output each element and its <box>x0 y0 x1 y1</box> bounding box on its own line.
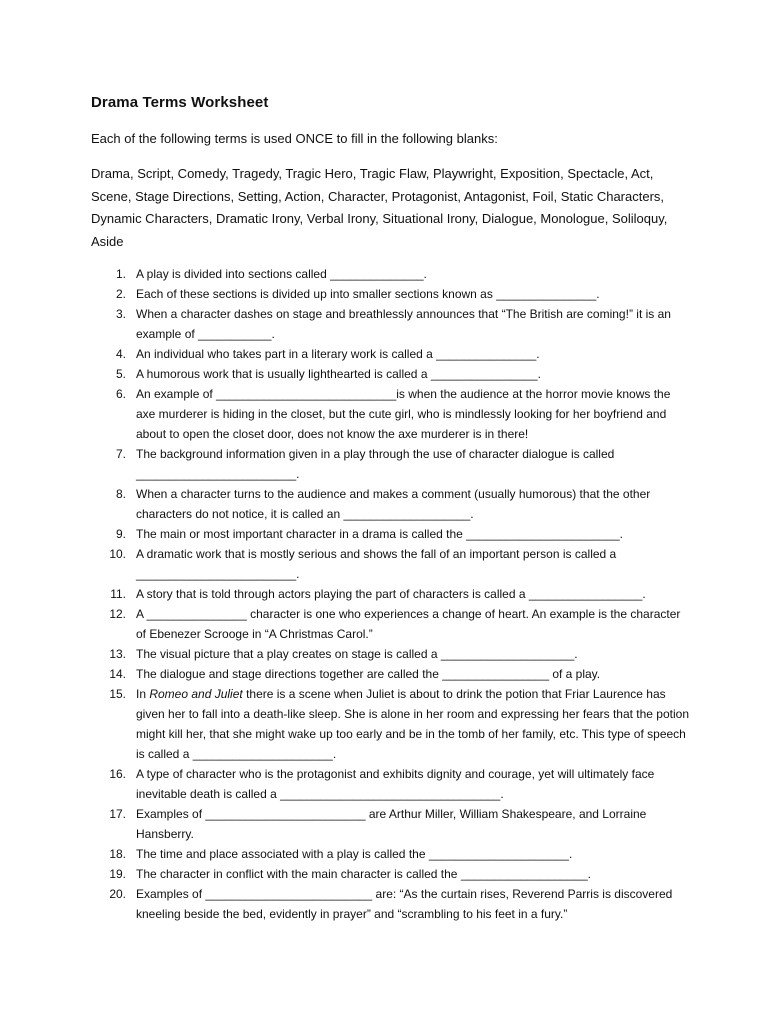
question-text: When a character turns to the audience and makes a comment (usually humorous) that the other characters do not notice, it is called an ___________________. <box>136 487 651 521</box>
question-number: 20. <box>109 887 126 901</box>
question-item <box>91 524 691 544</box>
term-list: Drama, Script, Comedy, Tragedy, Tragic Hero, Tragic Flaw, Playwright, Exposition, Spectacle, Act, Scene, Stage Directions, Setting, Action, Character, Protagonist, Antagonist, Foil, Static Characters, Dynamic Characters, Dramatic Irony, Verbal Irony, Situational Irony, Dialogue, Monologue, Soliloquy, Aside <box>91 166 668 249</box>
question-text: The background information given in a play through the use of character dialogue is called ________________________. <box>136 447 615 481</box>
question-number: 15. <box>109 687 126 701</box>
question-text <box>136 684 691 764</box>
question-number: 3. <box>115 307 126 321</box>
question-number: 4. <box>115 347 126 361</box>
question-text: An individual who takes part in a literary work is called a _______________. <box>136 347 540 361</box>
question-text: A story that is told through actors playing the part of characters is called a _________________. <box>136 587 646 601</box>
question-number: 16. <box>109 767 126 781</box>
question-number: 7. <box>115 447 126 461</box>
question-item <box>91 864 691 884</box>
question-text: The main or most important character in a drama is called the _______________________. <box>136 527 623 541</box>
question-text: When a character dashes on stage and breathlessly announces that “The British are coming!” it is an example of ___________. <box>136 307 671 341</box>
question-item <box>91 804 691 844</box>
question-text: A dramatic work that is mostly serious and shows the fall of an important person is called a ________________________. <box>136 547 617 581</box>
question-text: A type of character who is the protagonist and exhibits dignity and courage, yet will ultimately face inevitable death is called a _________________________________. <box>136 767 655 801</box>
question-text: An example of ___________________________is when the audience at the horror movie knows the axe murderer is hiding in the closet, but the cute girl, who is mindlessly looking for her boyfriend and about to open the closet door, does not know the axe murderer is in there! <box>136 387 671 441</box>
question-text: The dialogue and stage directions together are called the ________________ of a play. <box>136 667 601 681</box>
question-item <box>91 264 691 284</box>
question-number: 10. <box>109 547 126 561</box>
question-item <box>91 544 691 584</box>
question-number: 8. <box>115 487 126 501</box>
question-item <box>91 304 691 344</box>
question-text: Examples of _________________________ are: “As the curtain rises, Reverend Parris is discovered kneeling beside the bed, evidently in prayer” and “scrambling to his feet in a fury.” <box>136 887 673 921</box>
question-text: A play is divided into sections called ______________. <box>136 267 427 281</box>
question-number: 13. <box>109 647 126 661</box>
instructions-text: Each of the following terms is used ONCE to fill in the following blanks: <box>91 131 498 146</box>
question-item <box>91 384 691 444</box>
question-number: 1. <box>115 267 126 281</box>
question-number: 5. <box>115 367 126 381</box>
question-prefix: In <box>136 687 150 701</box>
question-number: 17. <box>109 807 126 821</box>
question-number: 18. <box>109 847 126 861</box>
question-item <box>91 604 691 644</box>
question-item <box>91 444 691 484</box>
question-number: 6. <box>115 387 126 401</box>
question-item <box>91 684 691 764</box>
question-item <box>91 484 691 524</box>
question-item <box>91 284 691 304</box>
question-number: 9. <box>115 527 126 541</box>
work-title-italic: Romeo and Juliet <box>149 687 243 701</box>
question-number: 11. <box>110 587 126 601</box>
question-body: there is a scene when Juliet is about to drink the potion that Friar Laurence has given her to fall into a death-like sleep. She is alone in her room and expressing her fears that the potion might kill her, that she might wake up too early and be in the tomb of her family, etc. This type of speech is called a _____________________. <box>136 687 690 761</box>
question-item <box>91 644 691 664</box>
question-item <box>91 584 691 604</box>
question-list <box>91 264 691 924</box>
question-item <box>91 664 691 684</box>
question-text: The character in conflict with the main character is called the ___________________. <box>136 867 591 881</box>
question-number: 12. <box>109 607 126 621</box>
question-text: A humorous work that is usually lighthearted is called a ________________. <box>136 367 541 381</box>
question-item <box>91 844 691 864</box>
question-number: 14. <box>109 667 126 681</box>
question-number: 19. <box>109 867 126 881</box>
question-item <box>91 884 691 924</box>
page-title: Drama Terms Worksheet <box>91 94 269 111</box>
question-text: The time and place associated with a play is called the _____________________. <box>136 847 573 861</box>
question-item <box>91 364 691 384</box>
question-text: Each of these sections is divided up into smaller sections known as _______________. <box>136 287 600 301</box>
question-item <box>91 344 691 364</box>
question-text: A _______________ character is one who experiences a change of heart. An example is the character of Ebenezer Scrooge in “A Christmas Carol.” <box>136 607 681 641</box>
question-text: Examples of ________________________ are Arthur Miller, William Shakespeare, and Lorraine Hansberry. <box>136 807 647 841</box>
question-number: 2. <box>115 287 126 301</box>
question-text: The visual picture that a play creates on stage is called a ____________________. <box>136 647 578 661</box>
question-item <box>91 764 691 804</box>
